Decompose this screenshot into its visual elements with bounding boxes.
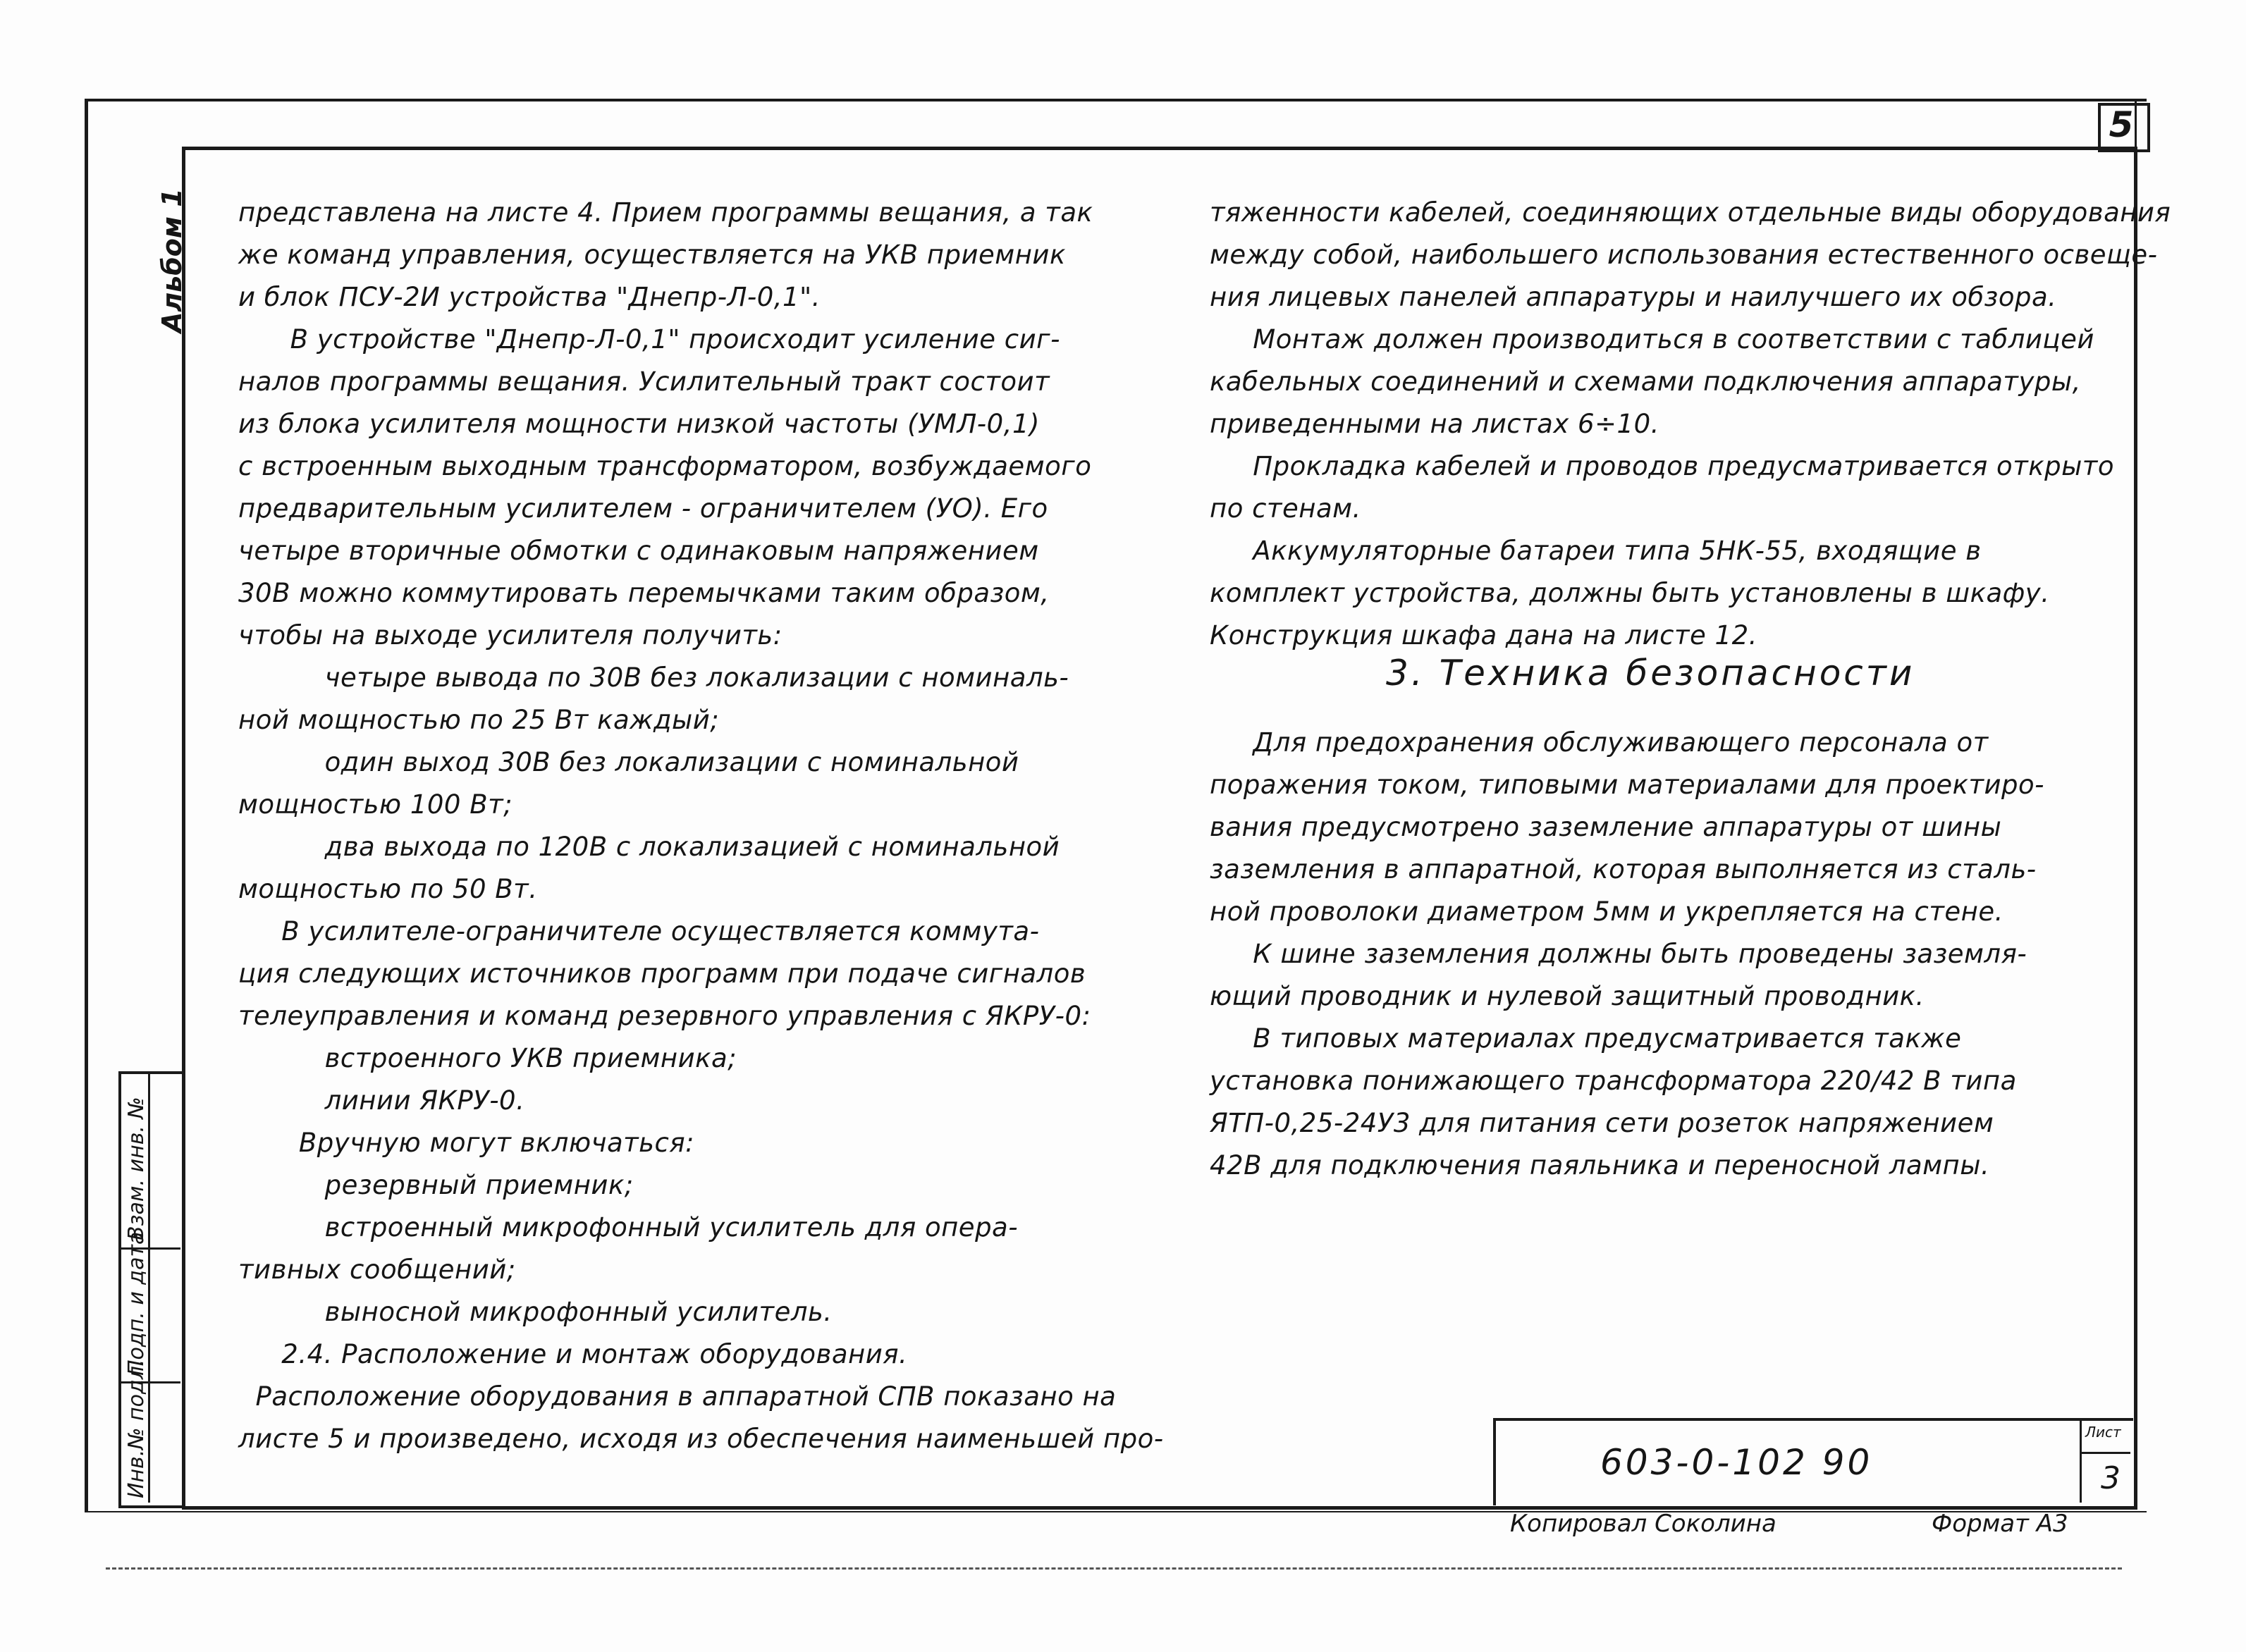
format-label: Формат А3	[1932, 1510, 2068, 1538]
text-line: листе 5 и произведено, исходя из обеспечения наименьшей про-	[238, 1424, 1164, 1454]
text-line: тивных сообщений;	[238, 1255, 516, 1285]
section-title: 3. Техника безопасности	[1386, 653, 1915, 694]
text-line: выносной микрофонный усилитель.	[238, 1297, 833, 1327]
right-column-bottom	[1210, 722, 2044, 1187]
text-line: четыре вывода по 30В без локализации с номиналь-	[238, 662, 1069, 693]
text-line: из блока усилителя мощности низкой частоты (УМЛ-0,1)	[238, 409, 1040, 439]
text-line: по стенам.	[1210, 493, 1361, 524]
sheet-label: Лист	[2085, 1424, 2121, 1441]
text-line: Конструкция шкафа дана на листе 12.	[1210, 620, 1757, 651]
text-line: ной мощностью по 25 Вт каждый;	[238, 705, 720, 735]
text-line: комплект устройства, должны быть установлены в шкафу.	[1210, 578, 2050, 608]
text-line: приведенными на листах 6÷10.	[1210, 409, 1659, 439]
left-column	[238, 192, 1164, 1460]
text-line: между собой, наибольшего использования естественного освеще-	[1210, 240, 2158, 270]
text-line: заземления в аппаратной, которая выполняется из сталь-	[1210, 854, 2037, 884]
text-line: линии ЯКРУ-0.	[238, 1085, 525, 1116]
text-line: с встроенным выходным трансформатором, возбуждаемого	[238, 451, 1092, 481]
text-line: 30В можно коммутировать перемычками таким образом,	[238, 578, 1050, 608]
text-line: ЯТП-0,25-24У3 для питания сети розеток напряжением	[1210, 1108, 1994, 1138]
text-line: телеуправления и команд резервного управления с ЯКРУ-0:	[238, 1001, 1091, 1031]
text-line: Для предохранения обслуживающего персонала от	[1210, 727, 1989, 758]
text-line: вания предусмотрено заземление аппаратуры от шины	[1210, 812, 2002, 842]
sheet-number: 5	[2109, 104, 2134, 145]
text-line: резервный приемник;	[238, 1170, 634, 1200]
text-line: мощностью по 50 Вт.	[238, 874, 538, 904]
text-line: предварительным усилителем - ограничителем (УО). Его	[238, 493, 1048, 524]
text-line: налов программы вещания. Усилительный тракт состоит	[238, 366, 1050, 397]
text-line: Расположение оборудования в аппаратной СПВ показано на	[238, 1381, 1117, 1412]
cut-line	[106, 1567, 2122, 1570]
text-line: установка понижающего трансформатора 220/42 В типа	[1210, 1066, 2017, 1096]
text-line: ной проволоки диаметром 5мм и укрепляется на стене.	[1210, 896, 2003, 927]
text-line: тяженности кабелей, соединяющих отдельные виды оборудования	[1210, 197, 2171, 228]
title-block-line	[2080, 1452, 2130, 1454]
text-line: ния лицевых панелей аппаратуры и наилучшего их обзора.	[1210, 282, 2057, 312]
text-line: кабельных соединений и схемами подключения аппаратуры,	[1210, 366, 2081, 397]
text-line: ющий проводник и нулевой защитный проводник.	[1210, 981, 1925, 1011]
text-line: В типовых материалах предусматривается также	[1210, 1023, 1962, 1054]
text-line: чтобы на выходе усилителя получить:	[238, 620, 783, 651]
text-line: два выхода по 120В с локализацией с номинальной	[238, 832, 1060, 862]
page-number: 3	[2101, 1460, 2121, 1496]
text-line: ция следующих источников программ при подаче сигналов	[238, 958, 1086, 989]
text-line: Монтаж должен производиться в соответствии с таблицей	[1210, 324, 2094, 355]
text-line: К шине заземления должны быть проведены заземля-	[1210, 939, 2027, 969]
right-column-top	[1210, 192, 2171, 657]
side-stamp-sign: Подп. и дата	[124, 1231, 149, 1376]
title-block-divider	[2080, 1418, 2082, 1503]
text-line: 42В для подключения паяльника и переносной лампы.	[1210, 1150, 1990, 1181]
document-code: 603-0-102 90	[1600, 1442, 1873, 1483]
text-line: один выход 30В без локализации с номинальной	[238, 747, 1019, 777]
text-line: встроенный микрофонный усилитель для опера-	[238, 1212, 1019, 1243]
text-line: и блок ПСУ-2И устройства "Днепр-Л-0,1".	[238, 282, 821, 312]
text-line: Аккумуляторные батареи типа 5НК-55, входящие в	[1210, 536, 1982, 566]
side-stamp-inv: Инв.№ подл.	[124, 1359, 149, 1498]
copied-by: Копировал Соколина	[1510, 1510, 1776, 1538]
text-line: представлена на листе 4. Прием программы вещания, а так	[238, 197, 1093, 228]
text-line: четыре вторичные обмотки с одинаковым напряжением	[238, 536, 1039, 566]
text-line: встроенного УКВ приемника;	[238, 1043, 737, 1073]
text-line: мощностью 100 Вт;	[238, 789, 513, 820]
side-stamp-replace: Взам. инв. №	[124, 1097, 149, 1240]
text-line: Прокладка кабелей и проводов предусматривается открыто	[1210, 451, 2114, 481]
text-line: В усилителе-ограничителе осуществляется коммута-	[238, 916, 1040, 947]
text-line: 2.4. Расположение и монтаж оборудования.	[238, 1339, 908, 1369]
text-line: поражения током, типовыми материалами для проектиро-	[1210, 770, 2045, 800]
text-line: Вручную могут включаться:	[238, 1128, 695, 1158]
album-label: Альбом 1	[157, 188, 188, 333]
text-line: В устройстве "Днепр-Л-0,1" происходит усиление сиг-	[238, 324, 1060, 355]
text-line: же команд управления, осуществляется на УКВ приемник	[238, 240, 1066, 270]
